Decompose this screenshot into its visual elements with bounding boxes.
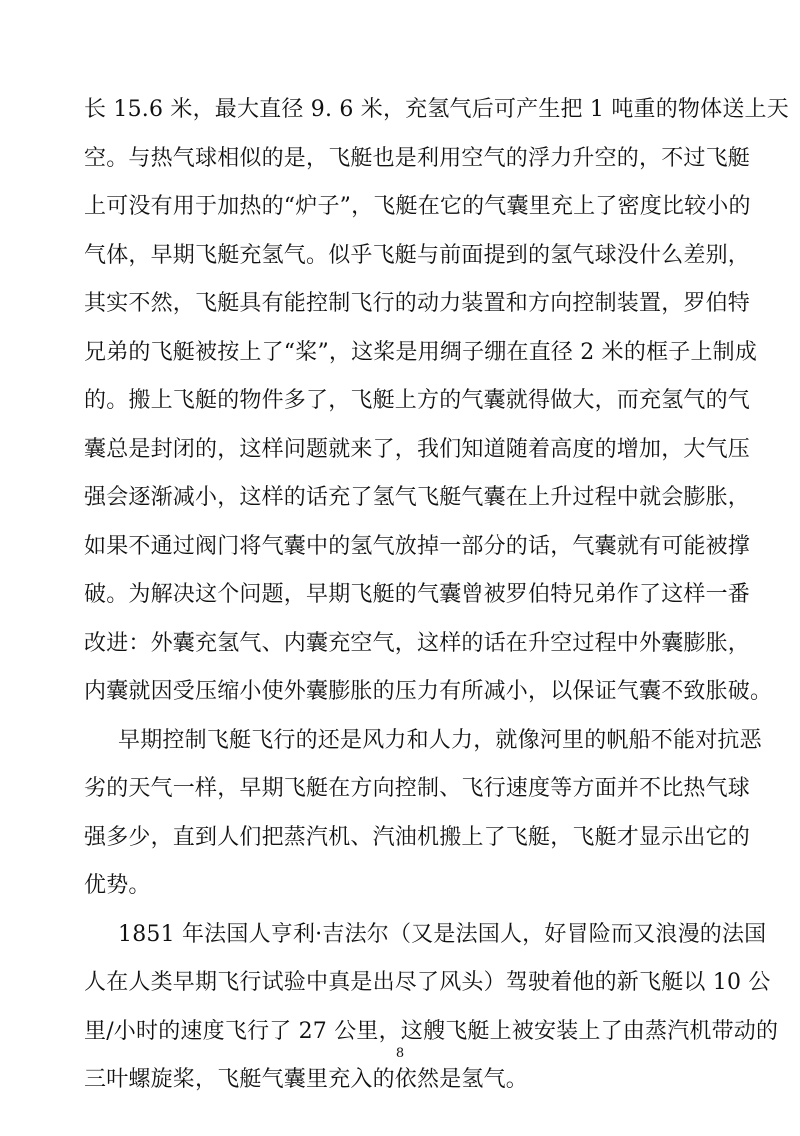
text-line: 内囊就因受压缩小使外囊膨胀的压力有所减小，以保证气囊不致胀破。: [84, 679, 773, 704]
text-line: 上可没有用于加热的“炉子”，飞艇在它的气囊里充上了密度比较小的: [84, 194, 751, 219]
text-line: 其实不然，飞艇具有能控制飞行的动力装置和方向控制装置，罗伯特: [84, 291, 751, 316]
text-line: 长 15.6 米，最大直径 9. 6 米，充氢气后可产生把 1 吨重的物体送上天: [84, 97, 789, 122]
body-text: [84, 86, 789, 1105]
page-number: 8: [395, 1046, 405, 1061]
text-line: 强多少，直到人们把蒸汽机、汽油机搬上了飞艇，飞艇才显示出它的: [84, 824, 751, 850]
text-line: 1851 年法国人亨利·吉法尔（又是法国人，好冒险而又浪漫的法国: [118, 921, 767, 947]
text-line: 改进：外囊充氢气、内囊充空气，这样的话在升空过程中外囊膨胀，: [84, 630, 751, 656]
text-line: 三叶螺旋桨，飞艇气囊里充入的依然是氢气。: [84, 1067, 529, 1092]
text-line: 气体，早期飞艇充氢气。似乎飞艇与前面提到的氢气球没什么差别，: [84, 242, 751, 268]
text-line: 空。与热气球相似的是，飞艇也是利用空气的浮力升空的，不过飞艇: [84, 145, 751, 171]
paragraph-2: [84, 717, 762, 911]
text-line: 囊总是封闭的，这样问题就来了，我们知道随着高度的增加，大气压: [84, 436, 751, 462]
text-line: 劣的天气一样，早期飞艇在方向控制、飞行速度等方面并不比热气球: [84, 776, 751, 801]
text-line: 兄弟的飞艇被按上了“桨”，这桨是用绸子绷在直径 2 米的框子上制成: [84, 339, 758, 365]
text-line: 的。搬上飞艇的物件多了，飞艇上方的气囊就得做大，而充氢气的气: [84, 388, 751, 413]
text-line: 如果不通过阀门将气囊中的氢气放掉一部分的话，气囊就有可能被撑: [84, 533, 751, 559]
text-line: 人在人类早期飞行试验中真是出尽了风头）驾驶着他的新飞艇以 10 公: [84, 970, 771, 995]
text-line: 强会逐渐减小，这样的话充了氢气飞艇气囊在上升过程中就会膨胀，: [84, 485, 751, 510]
text-line: 破。为解决这个问题，早期飞艇的气囊曾被罗伯特兄弟作了这样一番: [84, 582, 751, 607]
text-line: 里/小时的速度飞行了 27 公里，这艘飞艇上被安装上了由蒸汽机带动的: [84, 1018, 779, 1044]
text-line: 早期控制飞艇飞行的还是风力和人力，就像河里的帆船不能对抗恶: [118, 727, 762, 753]
paragraph-3: [84, 911, 779, 1105]
paragraph-1: [84, 86, 789, 717]
text-line: 优势。: [84, 873, 151, 898]
